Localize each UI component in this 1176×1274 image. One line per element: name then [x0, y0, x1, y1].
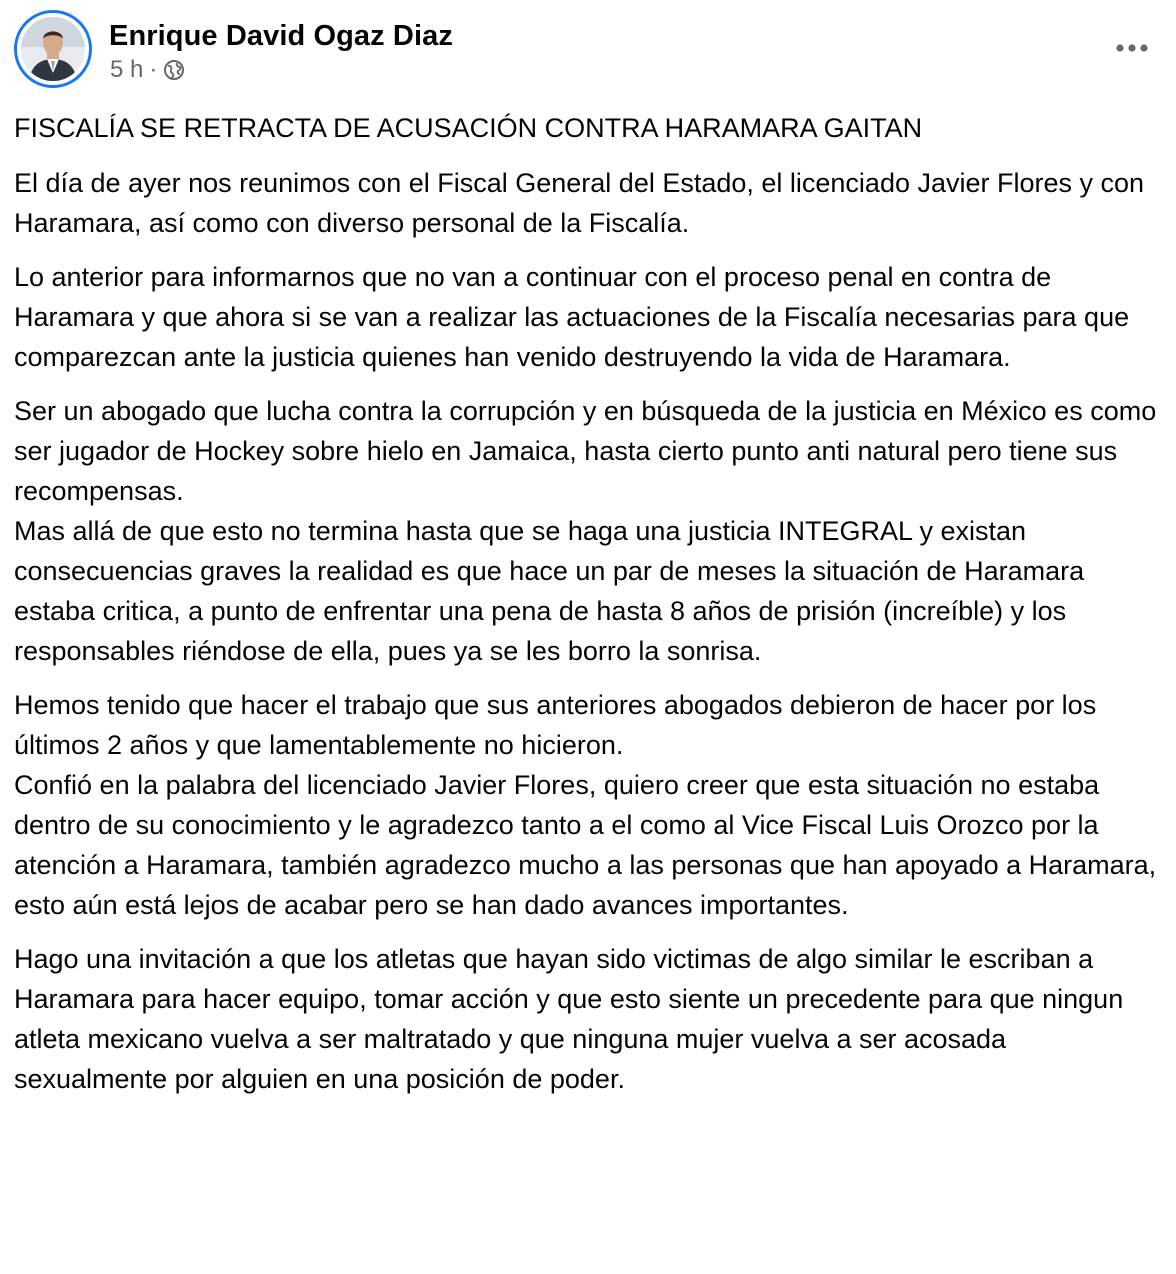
- post-timestamp[interactable]: 5 h: [110, 56, 144, 83]
- more-horizontal-icon: [1114, 43, 1150, 53]
- meta-separator: ·: [149, 56, 158, 83]
- post-paragraph: Lo anterior para informarnos que no van a continuar con el proceso penal en contra de Haramara y que ahora si se van a realizar las actuaciones de la Fiscalía necesarias para que comparezcan ante la justicia quienes han venido destruyendo la vida de Haramara.: [14, 262, 1130, 372]
- avatar-story-ring[interactable]: [14, 10, 92, 88]
- post-header: [14, 8, 1164, 88]
- post-meta: [110, 56, 185, 84]
- post-content: [14, 108, 1164, 1113]
- post-paragraph: Hemos tenido que hacer el trabajo que sus anteriores abogados debieron de hacer por los últimos 2 años y que lamentablemente no hicieron. Confió en la palabra del licenciado Javier Flores, quiero creer que esta situación no estaba dentro de su conocimiento y le agradezco tanto a el como al Vice Fiscal Luis Orozco por la atención a Haramara, también agradezco mucho a las personas que han apoyado a Haramara, esto aún está lejos de acabar pero se han dado avances importantes.: [14, 690, 1157, 920]
- post-paragraph: El día de ayer nos reunimos con el Fiscal General del Estado, el licenciado Javier Flores y con Haramara, así como con diverso personal de la Fiscalía.: [14, 168, 1145, 238]
- post-paragraph: Hago una invitación a que los atletas que hayan sido victimas de algo similar le escriban a Haramara para hacer equipo, tomar acción y que esto siente un precedente para que ningun atleta mexicano vuelva a ser maltratado y que ninguna mujer vuelva a ser acosada sexualmente por alguien en una posición de poder.: [14, 944, 1124, 1094]
- author-name[interactable]: Enrique David Ogaz Diaz: [109, 20, 453, 52]
- avatar[interactable]: [21, 17, 85, 81]
- more-options-button[interactable]: [1108, 30, 1156, 66]
- globe-icon[interactable]: [163, 59, 185, 81]
- profile-photo-icon: [21, 17, 85, 81]
- post-paragraph: Ser un abogado que lucha contra la corrupción y en búsqueda de la justicia en México es como ser jugador de Hockey sobre hielo en Jamaica, hasta cierto punto anti natural pero tiene sus recompensas. Mas allá de que esto no termina hasta que se haga una justicia INTEGRAL y existan consecuencias graves la realidad es que hace un par de meses la situación de Haramara estaba critica, a punto de enfrentar una pena de hasta 8 años de prisión (increíble) y los responsables riéndose de ella, pues ya se les borro la sonrisa.: [14, 396, 1157, 666]
- post-headline: FISCALÍA SE RETRACTA DE ACUSACIÓN CONTRA HARAMARA GAITAN: [14, 113, 923, 143]
